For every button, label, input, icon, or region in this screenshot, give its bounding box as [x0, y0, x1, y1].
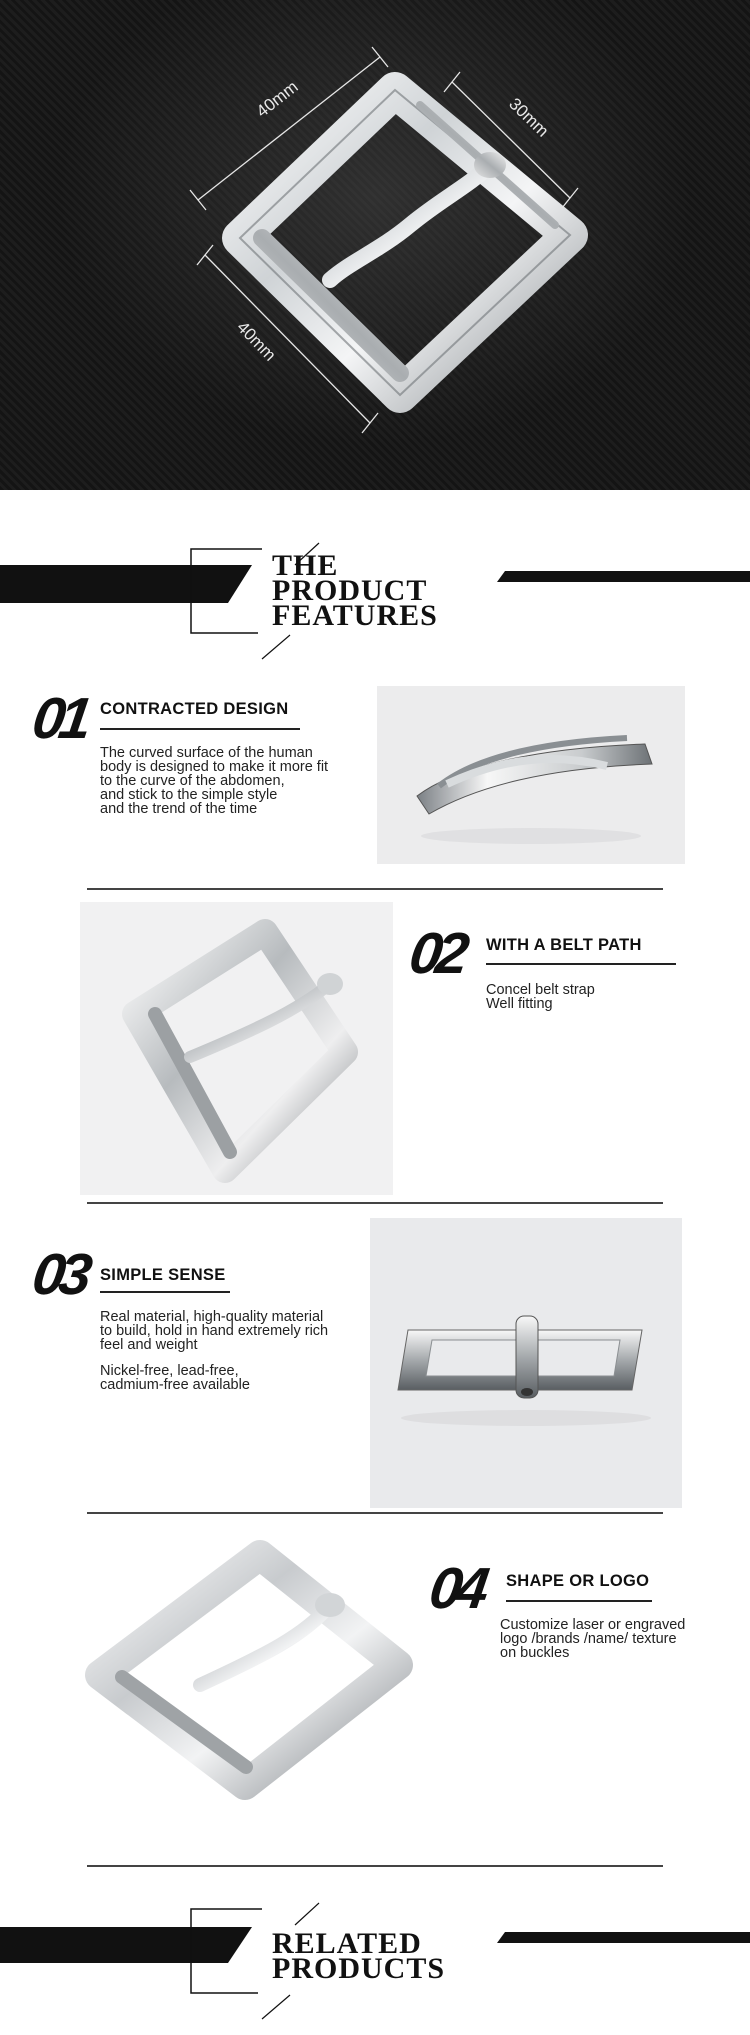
feature-title-underline	[486, 963, 676, 965]
feature-photo-belt-path-buckle	[80, 902, 393, 1195]
section-divider	[87, 1512, 663, 1514]
section-heading-related	[0, 1895, 750, 2035]
feature-number: 03	[28, 1242, 91, 1307]
related-heading-title	[272, 1927, 446, 1985]
dimension-label-right: 30mm	[505, 94, 553, 141]
heading-line-2: PRODUCT	[272, 574, 428, 607]
feature-photo-simple-buckle	[370, 1218, 682, 1508]
buckle-frame	[240, 90, 570, 395]
feature-description: Real material, high-quality material to build, hold in hand extremely rich feel and weight Nickel-free, lead-free, cadmium-free available	[100, 1309, 329, 1393]
feature-title-underline	[100, 1291, 230, 1293]
feature-title-underline	[100, 728, 300, 730]
features-heading-title	[272, 549, 438, 632]
feature-description: Concel belt strap Well fitting	[486, 982, 595, 1012]
buckle-dimension-illustration	[0, 0, 750, 490]
section-divider	[87, 888, 663, 890]
hero-product-photo	[0, 0, 750, 490]
feature-photo-logo-buckle	[80, 1535, 425, 1800]
section-heading-features	[0, 535, 750, 675]
feature-number: 04	[425, 1556, 488, 1621]
feature-description: The curved surface of the human body is designed to make it more fit to the curve of the abdomen, and stick to the simple style and the trend of the time	[100, 745, 329, 817]
feature-title: CONTRACTED DESIGN	[100, 700, 289, 718]
feature-number: 01	[28, 686, 91, 751]
section-divider	[87, 1202, 663, 1204]
heading-line-2: PRODUCTS	[272, 1952, 446, 1985]
feature-title-underline	[506, 1600, 652, 1602]
feature-title: WITH A BELT PATH	[486, 936, 642, 954]
feature-title: SIMPLE SENSE	[100, 1266, 226, 1284]
dimension-label-top: 40mm	[252, 77, 302, 122]
heading-line-1: RELATED	[272, 1927, 422, 1960]
heading-line-3: FEATURES	[272, 599, 438, 632]
dimension-label-left: 40mm	[233, 317, 280, 365]
heading-line-1: THE	[272, 549, 339, 582]
feature-number: 02	[405, 921, 468, 986]
section-divider	[87, 1865, 663, 1867]
feature-description: Customize laser or engraved logo /brands /name/ texture on buckles	[500, 1617, 686, 1661]
feature-title: SHAPE OR LOGO	[506, 1572, 650, 1590]
buckle-prong	[330, 152, 506, 280]
feature-photo-curved-buckle	[377, 686, 685, 864]
